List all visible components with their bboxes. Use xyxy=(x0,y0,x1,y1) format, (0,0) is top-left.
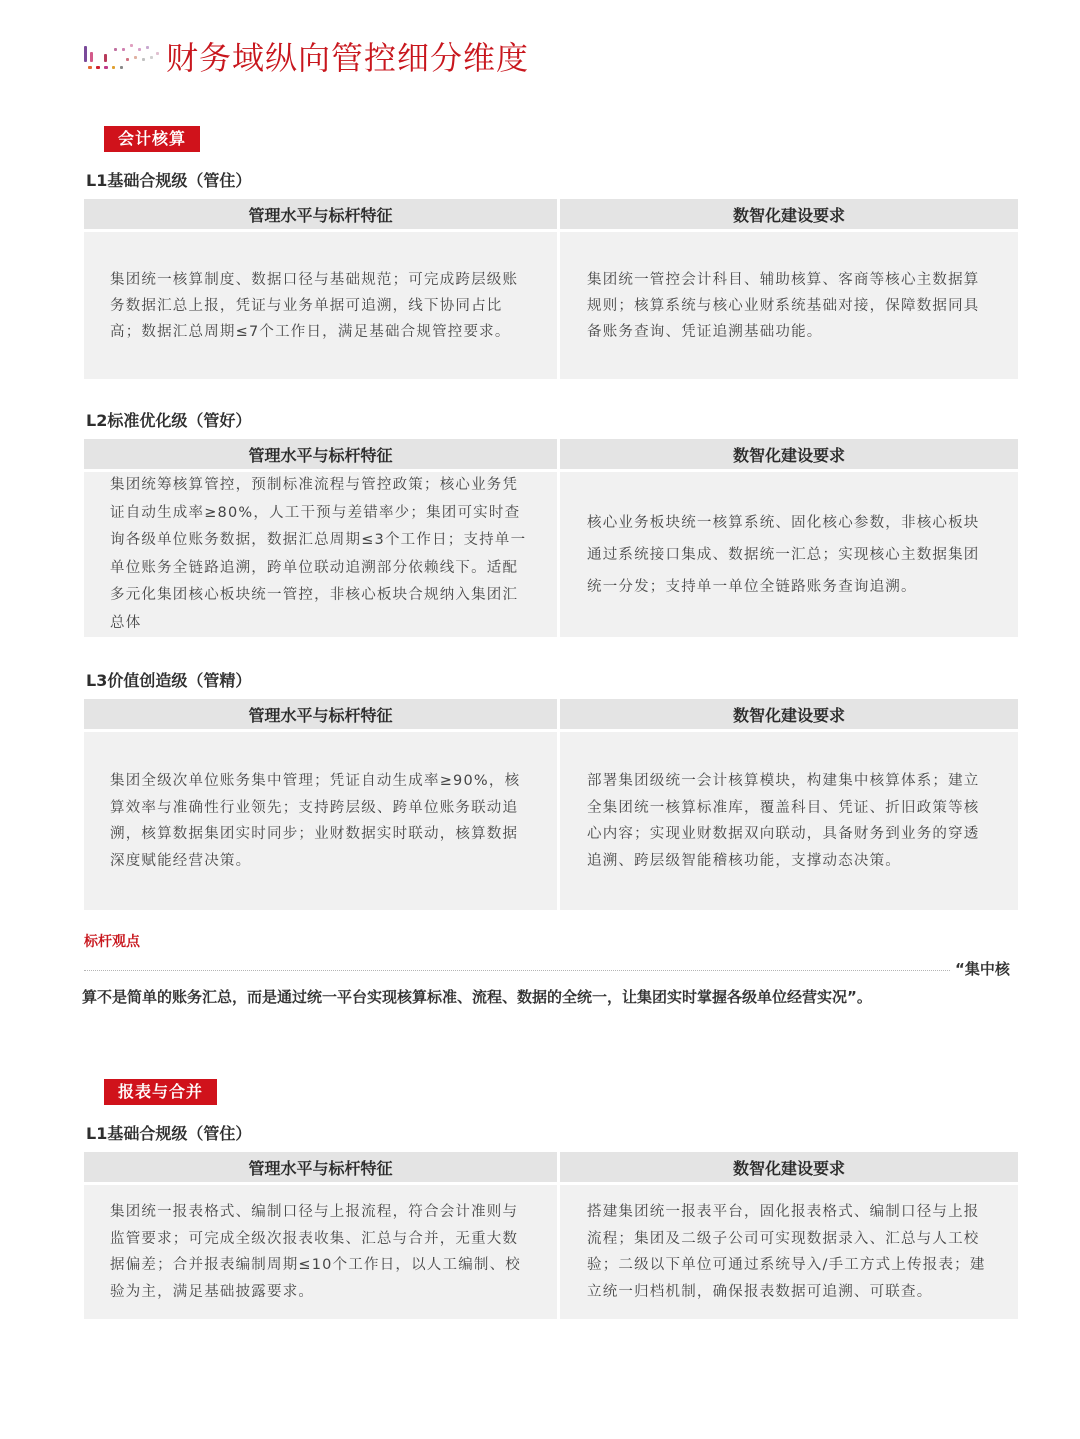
digital-text: 搭建集团统一报表平台，固化报表格式、编制口径与上报流程；集团及二级子公司可实现数据录入、汇总与人工校验；二级以下单位可通过系统导入/手工方式上传报表；建立统一归档机制，确保报表数据可追溯、可联查。 xyxy=(587,1204,986,1300)
management-description xyxy=(84,472,557,637)
page-title: 财务域纵向管控细分维度 xyxy=(166,39,530,77)
decorative-dots-logo xyxy=(84,40,164,72)
column-header-digital: 数智化建设要求 xyxy=(560,1152,1018,1182)
column-header-management: 管理水平与标杆特征 xyxy=(84,199,557,229)
level-table-l1 xyxy=(84,1152,1018,1319)
management-text: 集团统筹核算管控，预制标准流程与管控政策；核心业务凭证自动生成率≥80%，人工干预与差错率少；集团可实时查询各级单位账务数据，数据汇总周期≤3个工作日；支持单一单位账务全链路追溯，跨单位联动追溯部分依赖线下。适配多元化集团核心板块统一管控，非核心板块合规纳入集团汇总体 xyxy=(110,477,527,631)
management-description xyxy=(84,1185,557,1319)
benchmark-divider xyxy=(84,970,950,971)
section-tag-reporting: 报表与合并 xyxy=(104,1079,217,1105)
table-header-row xyxy=(84,699,1018,729)
level-table-l1 xyxy=(84,199,1018,379)
level-table-l3 xyxy=(84,699,1018,910)
level-table-l2 xyxy=(84,439,1018,637)
column-header-digital: 数智化建设要求 xyxy=(560,199,1018,229)
digital-text: 集团统一管控会计科目、辅助核算、客商等核心主数据算规则；核算系统与核心业财系统基础对接，保障数据同具备账务查询、凭证追溯基础功能。 xyxy=(587,271,980,340)
column-header-digital: 数智化建设要求 xyxy=(560,699,1018,729)
management-text: 集团统一报表格式、编制口径与上报流程，符合会计准则与监管要求；可完成全级次报表收集、汇总与合并，无重大数据偏差；合并报表编制周期≤10个工作日，以人工编制、校验为主，满足基础披露要求。 xyxy=(110,1204,521,1300)
digital-text: 核心业务板块统一核算系统、固化核心参数，非核心板块通过系统接口集成、数据统一汇总；实现核心主数据集团统一分发；支持单一单位全链路账务查询追溯。 xyxy=(587,514,980,595)
table-header-row xyxy=(84,439,1018,469)
digital-requirement xyxy=(560,1185,1018,1319)
table-body-row xyxy=(84,232,1018,379)
management-text: 集团全级次单位账务集中管理；凭证自动生成率≥90%，核算效率与准确性行业领先；支持跨层级、跨单位账务联动追溯，核算数据集团实时同步；业财数据实时联动，核算数据深度赋能经营决策。 xyxy=(110,773,521,869)
column-header-management: 管理水平与标杆特征 xyxy=(84,699,557,729)
digital-requirement xyxy=(560,232,1018,379)
management-description xyxy=(84,232,557,379)
level-title-l1: L1基础合规级（管住） xyxy=(86,1124,252,1143)
digital-text: 部署集团级统一会计核算模块，构建集中核算体系；建立全集团统一核算标准库，覆盖科目、凭证、折旧政策等核心内容；实现业财数据双向联动，具备财务到业务的穿透追溯、跨层级智能稽核功能，支撑动态决策。 xyxy=(587,773,980,869)
benchmark-quote-start: “集中核 xyxy=(955,960,1010,978)
management-description xyxy=(84,732,557,910)
digital-requirement xyxy=(560,732,1018,910)
level-title-l3: L3价值创造级（管精） xyxy=(86,671,252,690)
benchmark-label: 标杆观点 xyxy=(84,934,140,950)
table-body-row xyxy=(84,1185,1018,1319)
section-tag-accounting: 会计核算 xyxy=(104,126,200,152)
column-header-management: 管理水平与标杆特征 xyxy=(84,1152,557,1182)
level-title-l1: L1基础合规级（管住） xyxy=(86,171,252,190)
column-header-management: 管理水平与标杆特征 xyxy=(84,439,557,469)
level-title-l2: L2标准优化级（管好） xyxy=(86,411,252,430)
table-header-row xyxy=(84,199,1018,229)
column-header-digital: 数智化建设要求 xyxy=(560,439,1018,469)
table-body-row xyxy=(84,472,1018,637)
table-header-row xyxy=(84,1152,1018,1182)
management-text: 集团统一核算制度、数据口径与基础规范；可完成跨层级账务数据汇总上报，凭证与业务单据可追溯，线下协同占比高；数据汇总周期≤7个工作日，满足基础合规管控要求。 xyxy=(110,271,519,340)
benchmark-quote-body: 算不是简单的账务汇总，而是通过统一平台实现核算标准、流程、数据的全统一，让集团实时掌握各级单位经营实况”。 xyxy=(82,988,872,1006)
page-header xyxy=(84,36,529,76)
table-body-row xyxy=(84,732,1018,910)
digital-requirement xyxy=(560,472,1018,637)
